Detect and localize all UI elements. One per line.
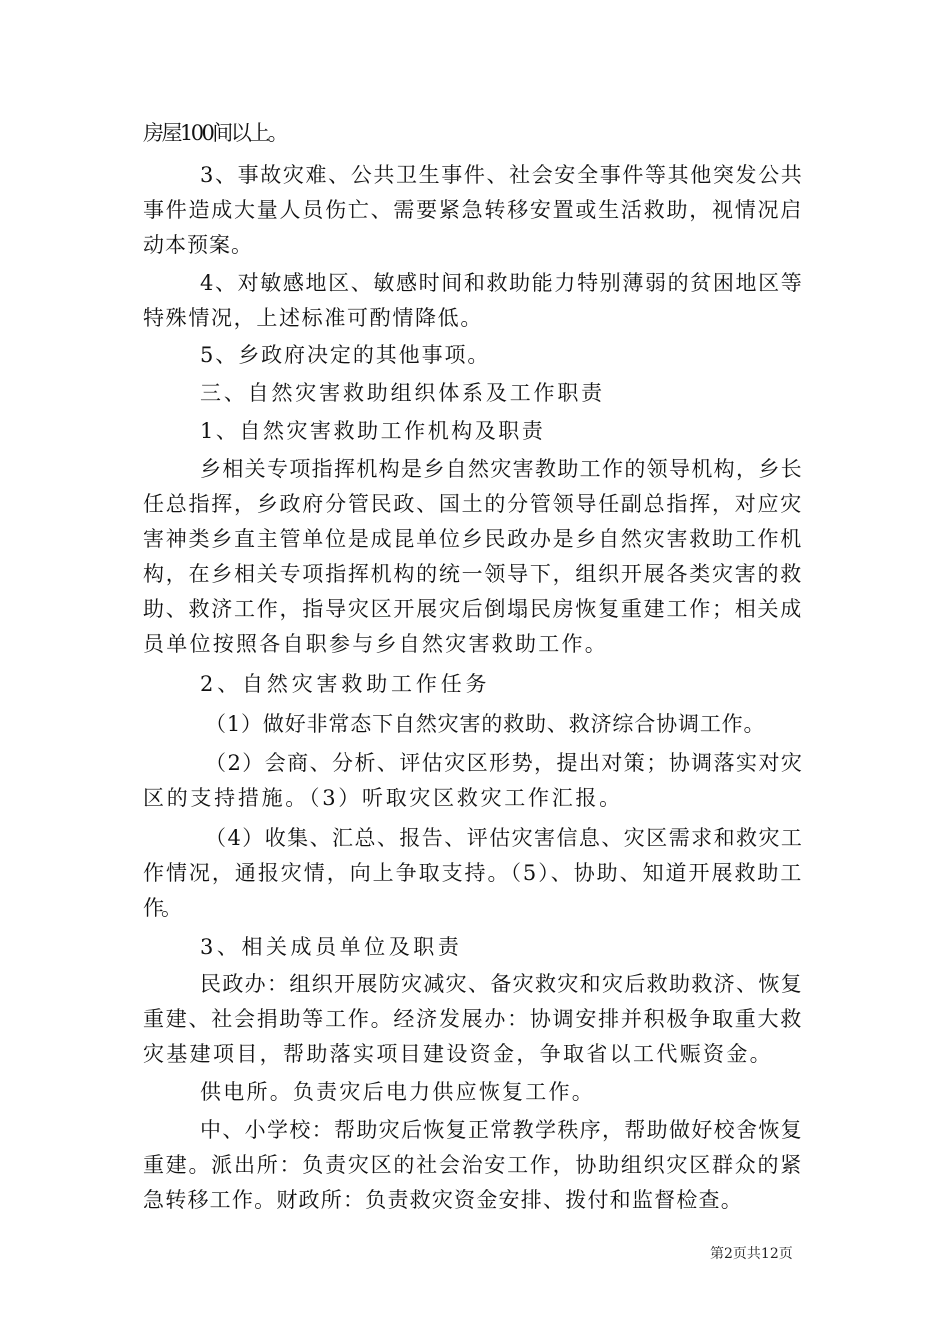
- text-line: 动本预案。: [143, 233, 253, 257]
- text-line: 4、对敏感地区、敏感时间和救助能力特别薄弱的贫困地区等: [200, 271, 804, 295]
- text-line: 区的支持措施。（3）听取灾区救灾工作汇报。: [143, 786, 623, 810]
- text-line: 重建、社会捐助等工作。经济发展办：协调安排并积极争取重大救: [143, 1007, 803, 1031]
- page-footer: 第2页共12页: [710, 1246, 793, 1262]
- text-line: 害神类乡直主管单位是成昆单位乡民政办是乡自然灾害救助工作机: [143, 527, 803, 551]
- text-line: 任总指挥，乡政府分管民政、国土的分管领导任副总指挥，对应灾: [143, 492, 803, 516]
- text-line: 三、自然灾害救助组织体系及工作职责: [200, 381, 605, 405]
- text-line: （1）做好非常态下自然灾害的救助、救济综合协调工作。: [205, 712, 766, 736]
- text-line: 员单位按照各自职参与乡自然灾害救助工作。: [143, 632, 608, 656]
- text-line: 5、乡政府决定的其他事项。: [200, 343, 491, 367]
- text-line: 事件造成大量人员伤亡、需要紧急转移安置或生活救助，视情况启: [143, 198, 803, 222]
- text-line: 中、小学校：帮助灾后恢复正常教学秩序，帮助做好校舍恢复: [200, 1118, 803, 1142]
- text-line: 3、事故灾难、公共卫生事件、社会安全事件等其他突发公共: [200, 163, 804, 187]
- text-line: （4）收集、汇总、报告、评估灾害信息、灾区需求和救灾工: [205, 826, 804, 850]
- text-line: 急转移工作。财政所：负责救灾资金安排、拨付和监督检查。: [143, 1188, 743, 1212]
- text-line: 1、自然灾害救助工作机构及职责: [200, 419, 546, 443]
- text-line: 房屋100间以上。: [143, 121, 287, 145]
- text-line: 作。: [143, 896, 179, 920]
- text-line: 3、相关成员单位及职责: [200, 935, 463, 959]
- text-line: 助、救济工作，指导灾区开展灾后倒塌民房恢复重建工作；相关成: [143, 597, 803, 621]
- text-line: 重建。派出所：负责灾区的社会治安工作，协助组织灾区群众的紧: [143, 1153, 803, 1177]
- text-line: （2）会商、分析、评估灾区形势，提出对策；协调落实对灾: [205, 751, 804, 775]
- text-line: 民政办：组织开展防灾减灾、备灾救灾和灾后救助救济、恢复: [200, 972, 803, 996]
- text-line: 作情况，通报灾情，向上争取支持。（5）、协助、知道开展救助工: [143, 861, 804, 885]
- text-line: 乡相关专项指挥机构是乡自然灾害教助工作的领导机构，乡长: [200, 457, 803, 481]
- text-line: 灾基建项目，帮助落实项目建设资金，争取省以工代赈资金。: [143, 1042, 773, 1066]
- text-line: 2、自然灾害救助工作任务: [200, 672, 491, 696]
- text-line: 构，在乡相关专项指挥机构的统一领导下，组织开展各类灾害的救: [143, 562, 803, 586]
- text-line: 供电所。负责灾后电力供应恢复工作。: [200, 1080, 595, 1104]
- text-line: 特殊情况，上述标准可酌情降低。: [143, 306, 483, 330]
